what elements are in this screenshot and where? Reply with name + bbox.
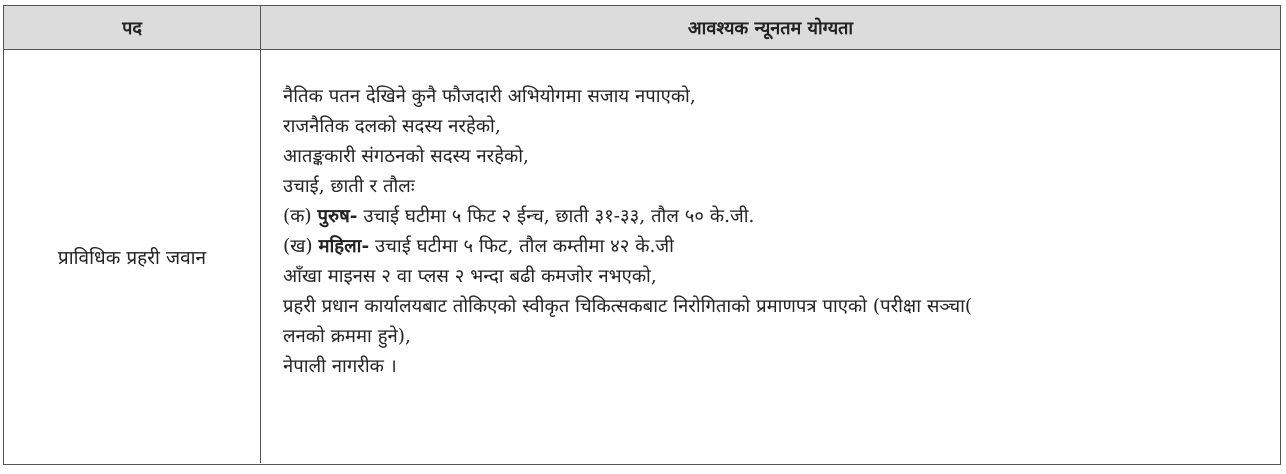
qualification-line: उचाई, छाती र तौलः [283,176,415,197]
female-requirement-line [283,232,1280,262]
qualification-cell [261,50,1280,463]
qualification-line: राजनैतिक दलको सदस्य नरहेको, [283,116,501,137]
qualification-line: लनको क्रममा हुने), [283,326,411,347]
male-text: उचाई घटीमा ५ फिट २ ईन्च, छाती ३१-३३, तौल ५० के.जी. [357,206,755,227]
qualification-line: नैतिक पतन देखिने कुनै फौजदारी अभियोगमा सजाय नपाएको, [283,86,696,107]
qualification-line: नेपाली नागरीक । [283,356,397,377]
male-prefix: (क) [283,206,318,227]
qualification-line: प्रहरी प्रधान कार्यालयबाट तोकिएको स्वीकृत चिकित्सकबाट निरोगिताको प्रमाणपत्र पाएको (परीक्षा सञ्चा( [283,296,973,317]
female-label: महिला- [318,236,370,257]
header-post: पद [4,6,261,49]
qualification-table [3,5,1281,465]
table-header-row [4,6,1280,50]
male-label: पुरुष- [317,206,358,227]
female-text: उचाई घटीमा ५ फिट, तौल कम्तीमा ४२ के.जी [369,236,674,257]
male-requirement-line [283,202,1280,232]
female-prefix: (ख) [283,236,319,257]
qualification-line: आँखा माइनस २ वा प्लस २ भन्दा बढी कमजोर नभएको, [283,266,657,287]
table-row [4,50,1280,463]
qualification-line: आतङ्ककारी संगठनको सदस्य नरहेको, [283,146,529,167]
post-name-cell: प्राविधिक प्रहरी जवान [4,50,261,463]
header-qualification: आवश्यक न्यूनतम योग्यता [687,17,854,39]
